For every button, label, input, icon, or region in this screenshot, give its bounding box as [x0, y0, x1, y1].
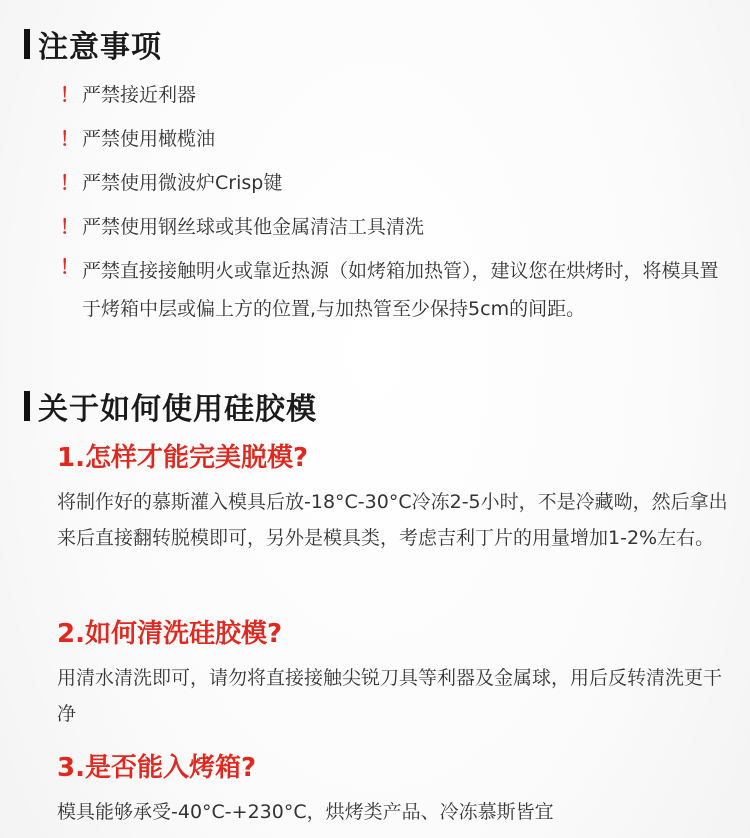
notice-item: [60, 168, 730, 198]
notice-item: [60, 80, 730, 110]
qa-question: 3.是否能入烤箱?: [57, 753, 257, 783]
qa-answer: 模具能够承受-40°C-+230°C，烘烤类产品、冷冻慕斯皆宜: [57, 801, 554, 823]
notice-section-title: 注意事项: [38, 30, 162, 65]
qa-block: [57, 748, 737, 830]
notice-list: [60, 80, 730, 342]
notice-section-header: [24, 22, 162, 66]
exclamation-icon: ！: [60, 84, 80, 106]
notice-item: [60, 212, 730, 242]
exclamation-icon: ！: [60, 216, 80, 238]
howto-section-title: 关于如何使用硅胶模: [38, 392, 317, 427]
qa-block: [57, 614, 737, 732]
howto-section-header: [24, 384, 317, 428]
section-bar-marker: [24, 391, 30, 421]
qa-question: 1.怎样才能完美脱模?: [57, 443, 309, 473]
notice-item-text: 严禁接近利器: [82, 84, 197, 106]
qa-answer: 将制作好的慕斯灌入模具后放-18°C-30°C冷冻2-5小时，不是冷藏呦，然后拿出来后直接翻转脱模即可，另外是模具类，考虑吉利丁片的用量增加1-2%左右。: [57, 491, 728, 549]
section-bar-marker: [24, 29, 30, 59]
exclamation-icon: ！: [60, 256, 80, 278]
notice-item-text: 严禁使用橄榄油: [82, 128, 216, 150]
exclamation-icon: ！: [60, 172, 80, 194]
notice-item-text: 严禁直接接触明火或靠近热源（如烤箱加热管），建议您在烘烤时，将模具置于烤箱中层或偏上方的位置,与加热管至少保持5cm的间距。: [82, 260, 719, 320]
notice-item-text: 严禁使用钢丝球或其他金属清洁工具清洗: [82, 216, 425, 238]
qa-question: 2.如何清洗硅胶模?: [57, 619, 283, 649]
qa-answer: 用清水清洗即可，请勿将直接接触尖锐刀具等利器及金属球，用后反转清洗更干净: [57, 667, 723, 725]
notice-item: [60, 124, 730, 154]
notice-item: [60, 252, 730, 328]
notice-item-text: 严禁使用微波炉Crisp键: [82, 172, 283, 194]
exclamation-icon: ！: [60, 128, 80, 150]
qa-block: [57, 438, 737, 556]
